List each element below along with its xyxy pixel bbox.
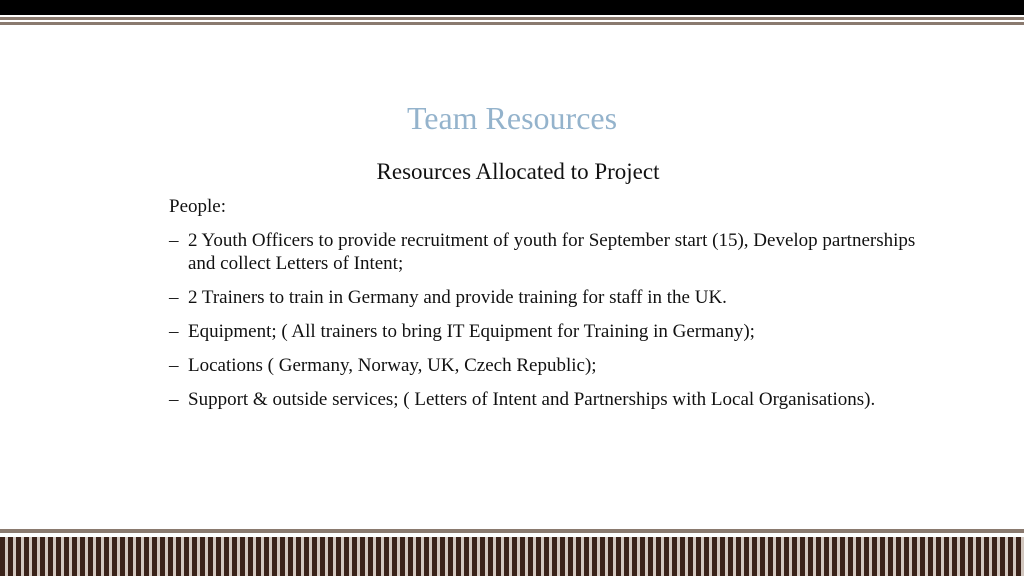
top-border-stripe: [0, 22, 1024, 25]
bullet-item: [169, 388, 929, 411]
bullet-dash: –: [169, 230, 179, 251]
bottom-border-stripe: [0, 529, 1024, 533]
bullet-item: [169, 354, 929, 377]
bullet-text: Support & outside services; ( Letters of Intent and Partnerships with Local Organisations).: [188, 389, 876, 410]
bullet-dash: –: [169, 389, 179, 410]
bullet-text: Equipment; ( All trainers to bring IT Equipment for Training in Germany);: [188, 321, 755, 342]
bullet-dash: –: [169, 287, 179, 308]
section-label-people: People:: [169, 196, 226, 217]
bullet-text: 2 Youth Officers to provide recruitment of youth for September start (15), Develop partnerships and collect Letters of Intent;: [188, 230, 916, 274]
bullet-item: [169, 320, 929, 343]
slide-title: Team Resources: [406, 100, 618, 136]
bullet-text: Locations ( Germany, Norway, UK, Czech Republic);: [188, 355, 597, 376]
bullet-text: 2 Trainers to train in Germany and provide training for staff in the UK.: [188, 287, 727, 308]
bullet-item: [169, 229, 929, 275]
top-border-stripe: [0, 17, 1024, 20]
bullet-list: [169, 229, 929, 422]
top-border-bar: [0, 0, 1024, 15]
bullet-item: [169, 286, 929, 309]
bullet-dash: –: [169, 355, 179, 376]
bullet-dash: –: [169, 321, 179, 342]
bottom-striped-border: [0, 537, 1024, 576]
slide-subtitle: Resources Allocated to Project: [376, 159, 660, 184]
